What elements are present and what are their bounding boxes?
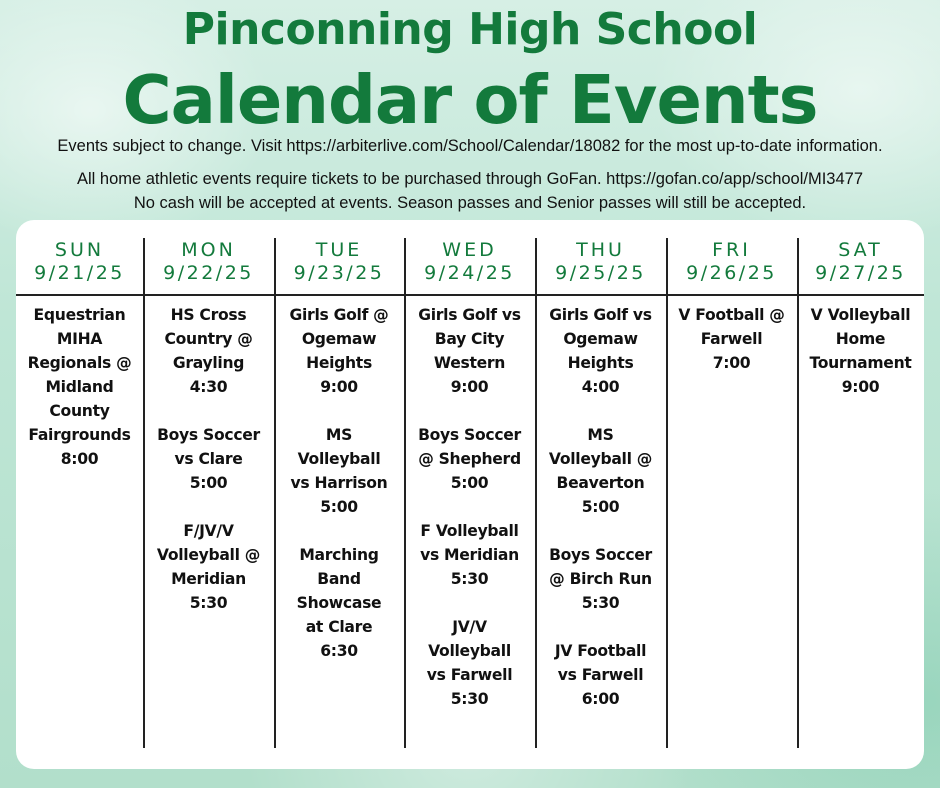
notice-line-1: Events subject to change. Visit https://arbiterlive.com/School/Calendar/18082 for the most up-to-date information. — [57, 137, 883, 155]
event-line: at Clare — [305, 618, 373, 636]
event-item — [406, 615, 533, 711]
event-line: Volleyball @ — [156, 546, 261, 564]
event-line: Fairgrounds — [28, 426, 131, 444]
event-line: MS — [325, 426, 353, 444]
event-line: 9:00 — [450, 378, 489, 396]
event-line: Volleyball — [428, 642, 511, 660]
event-list — [276, 303, 402, 687]
event-line: MIHA — [56, 330, 103, 348]
event-line: Tournament — [809, 354, 912, 372]
event-line: Country @ — [164, 330, 253, 348]
event-item — [537, 639, 664, 711]
event-line: 7:00 — [712, 354, 751, 372]
event-item — [406, 303, 533, 399]
notice-line-3: No cash will be accepted at events. Season passes and Senior passes will still be accepted. — [133, 194, 807, 212]
event-line: 5:00 — [320, 498, 358, 516]
event-item — [537, 303, 664, 399]
day-date: 9/25/25 — [555, 262, 646, 284]
event-line: Western — [433, 354, 506, 372]
day-name: THU — [576, 239, 625, 261]
event-line: Marching — [299, 546, 379, 564]
event-line: @ Birch Run — [549, 570, 652, 588]
event-list — [406, 303, 533, 735]
event-list — [145, 303, 272, 639]
day-date: 9/26/25 — [686, 262, 777, 284]
event-line: Girls Golf @ — [289, 306, 389, 324]
event-item — [406, 423, 533, 495]
event-line: 5:30 — [450, 690, 489, 708]
event-line: Beaverton — [556, 474, 645, 492]
event-line: Girls Golf vs — [549, 306, 652, 324]
event-line: Boys Soccer — [418, 426, 521, 444]
day-date: 9/21/25 — [34, 262, 125, 284]
event-line: 5:00 — [581, 498, 620, 516]
event-list — [799, 303, 922, 423]
event-line: 6:00 — [581, 690, 620, 708]
event-item — [406, 519, 533, 591]
event-item — [537, 423, 664, 519]
event-item — [276, 423, 402, 519]
event-line: Midland — [45, 378, 114, 396]
day-date: 9/27/25 — [815, 262, 906, 284]
event-line: JV/V — [452, 618, 487, 636]
event-line: HS Cross — [170, 306, 247, 324]
event-line: vs Farwell — [426, 666, 513, 684]
day-column-mon — [143, 220, 274, 769]
event-line: Band — [317, 570, 361, 588]
event-item — [145, 519, 272, 615]
event-item — [18, 303, 141, 471]
event-line: Equestrian — [33, 306, 126, 324]
day-column-sun — [16, 220, 143, 769]
event-line: 5:30 — [581, 594, 620, 612]
event-line: vs Harrison — [290, 474, 388, 492]
event-line: Ogemaw — [563, 330, 638, 348]
event-line: Volleyball — [297, 450, 381, 468]
day-date: 9/22/25 — [163, 262, 254, 284]
event-line: @ Shepherd — [418, 450, 521, 468]
day-column-thu — [535, 220, 666, 769]
event-line: Heights — [567, 354, 634, 372]
day-name: WED — [442, 239, 497, 261]
event-item — [799, 303, 922, 399]
day-date: 9/24/25 — [424, 262, 515, 284]
day-name: TUE — [315, 239, 363, 261]
event-line: vs Meridian — [420, 546, 519, 564]
event-line: JV Football — [554, 642, 647, 660]
event-line: V Volleyball — [810, 306, 911, 324]
event-list — [18, 303, 141, 495]
day-column-sat — [797, 220, 924, 769]
column-divider — [404, 238, 406, 748]
event-item — [537, 543, 664, 615]
event-line: Bay City — [434, 330, 505, 348]
event-line: 4:30 — [189, 378, 228, 396]
event-line: 5:00 — [189, 474, 228, 492]
event-line: Regionals @ — [27, 354, 132, 372]
column-divider — [797, 238, 799, 748]
event-line: County — [49, 402, 110, 420]
column-divider — [143, 238, 145, 748]
day-column-tue — [274, 220, 404, 769]
day-name: SUN — [54, 239, 105, 261]
column-divider — [535, 238, 537, 748]
event-item — [145, 303, 272, 399]
event-line: Girls Golf vs — [418, 306, 521, 324]
event-line: 5:30 — [450, 570, 489, 588]
event-line: Boys Soccer — [549, 546, 652, 564]
event-list — [537, 303, 664, 735]
event-line: Home — [835, 330, 886, 348]
event-line: V Football @ — [678, 306, 785, 324]
event-line: Boys Soccer — [157, 426, 260, 444]
event-line: 9:00 — [320, 378, 358, 396]
event-line: Heights — [306, 354, 372, 372]
day-name: MON — [181, 239, 236, 261]
event-item — [276, 543, 402, 663]
column-divider — [274, 238, 276, 748]
day-name: SAT — [838, 239, 883, 261]
event-line: 8:00 — [60, 450, 99, 468]
event-line: vs Clare — [174, 450, 243, 468]
event-line: 4:00 — [581, 378, 620, 396]
notice-line-2: All home athletic events require tickets to be purchased through GoFan. https://gofan.co/app/school/MI3477 — [76, 170, 864, 188]
day-column-fri — [666, 220, 797, 769]
event-line: Farwell — [700, 330, 763, 348]
day-name: FRI — [712, 239, 751, 261]
school-name: Pinconning High School — [182, 4, 758, 55]
event-item — [145, 423, 272, 495]
day-date: 9/23/25 — [293, 262, 385, 284]
event-line: Showcase — [296, 594, 382, 612]
day-column-wed — [404, 220, 535, 769]
event-line: Grayling — [172, 354, 245, 372]
column-divider — [666, 238, 668, 748]
event-line: F/JV/V — [183, 522, 234, 540]
event-item — [668, 303, 795, 375]
event-line: Meridian — [171, 570, 246, 588]
event-line: F Volleyball — [420, 522, 519, 540]
event-list — [668, 303, 795, 399]
calendar-card — [16, 220, 924, 769]
event-line: 5:30 — [189, 594, 228, 612]
event-line: vs Farwell — [557, 666, 644, 684]
event-line: Volleyball @ — [548, 450, 653, 468]
page-title: Calendar of Events — [122, 61, 818, 139]
event-line: MS — [587, 426, 614, 444]
event-item — [276, 303, 402, 399]
event-line: 5:00 — [450, 474, 489, 492]
event-line: 6:30 — [320, 642, 358, 660]
event-line: 9:00 — [841, 378, 880, 396]
event-line: Ogemaw — [301, 330, 377, 348]
